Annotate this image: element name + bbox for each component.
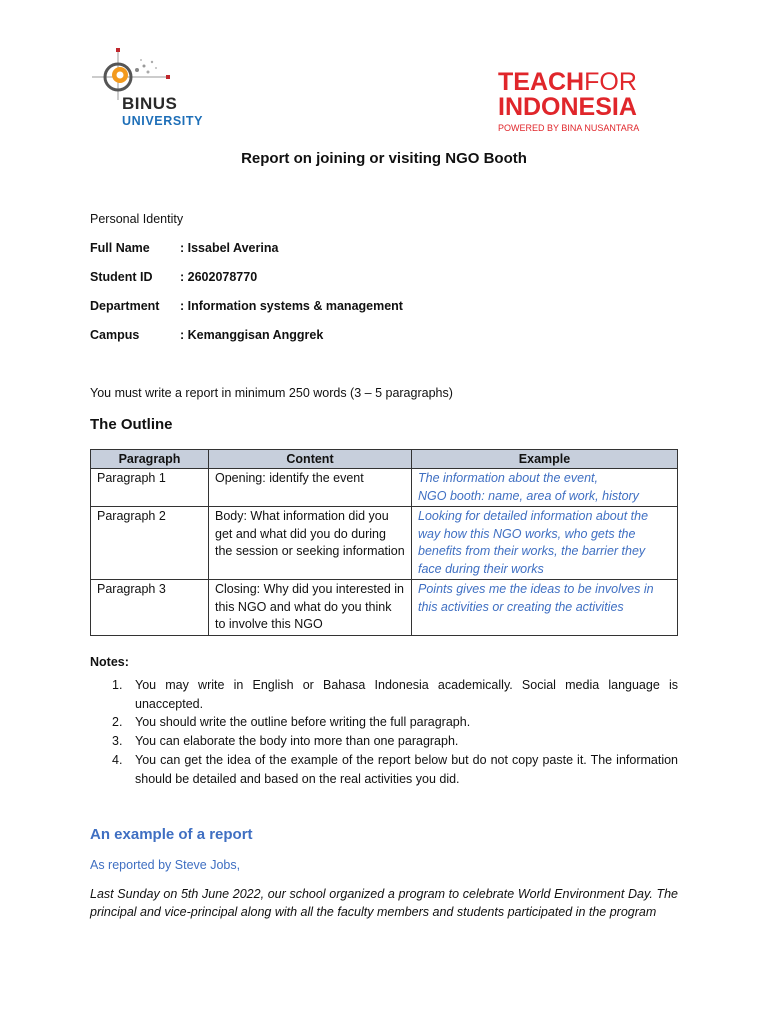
list-item xyxy=(112,751,678,788)
binus-emblem-icon xyxy=(92,48,170,100)
table-row xyxy=(91,507,678,580)
field-value-full-name: : Issabel Averina xyxy=(180,241,279,255)
list-item xyxy=(112,676,678,713)
word-count-instruction: You must write a report in minimum 250 words (3 – 5 paragraphs) xyxy=(90,386,453,400)
list-item-number: 4. xyxy=(112,752,123,767)
field-label-student-id: Student ID xyxy=(90,270,153,284)
report-title: Report on joining or visiting NGO Booth xyxy=(241,150,527,167)
tfi-for-text: FOR xyxy=(584,68,637,96)
list-item-text: You can elaborate the body into more than one paragraph. xyxy=(135,734,459,749)
list-item-number: 3. xyxy=(112,734,123,749)
teach-for-indonesia-logo xyxy=(498,70,678,140)
cell-paragraph: Paragraph 2 xyxy=(91,507,209,580)
list-item-number: 2. xyxy=(112,715,123,730)
tfi-line-teach-for xyxy=(498,70,678,95)
field-value-campus: : Kemanggisan Anggrek xyxy=(180,328,324,342)
cell-content: Body: What information did you get and what did you do during the session or seeking information xyxy=(209,507,412,580)
cell-content: Opening: identify the event xyxy=(209,469,412,507)
field-value-student-id: : 2602078770 xyxy=(180,270,258,284)
column-header-example: Example xyxy=(412,450,678,469)
cell-example: The information about the event, NGO booth: name, area of work, history xyxy=(412,469,678,507)
cell-paragraph: Paragraph 3 xyxy=(91,580,209,636)
cell-content: Closing: Why did you interested in this NGO and what do you think to involve this NGO xyxy=(209,580,412,636)
list-item-text: You can get the idea of the example of the report below but do not copy paste it. The information should be detailed and based on the real activities you did. xyxy=(135,752,678,786)
notes-list xyxy=(90,676,678,788)
notes-heading: Notes: xyxy=(90,655,129,669)
list-item xyxy=(112,713,678,732)
field-label-department: Department xyxy=(90,299,160,313)
binus-logo xyxy=(92,48,222,132)
cell-paragraph: Paragraph 1 xyxy=(91,469,209,507)
outline-heading: The Outline xyxy=(90,416,173,433)
binus-subtitle: UNIVERSITY xyxy=(122,114,204,128)
tfi-indonesia-text: INDONESIA xyxy=(498,93,637,121)
list-item-text: You may write in English or Bahasa Indonesia academically. Social media language is unaccepted. xyxy=(135,678,678,711)
field-label-full-name: Full Name xyxy=(90,241,150,255)
table-row xyxy=(91,469,678,507)
cell-example: Looking for detailed information about the way how this NGO works, who gets the benefits from their works, the barrier they face during their works xyxy=(412,507,678,580)
example-paragraph: Last Sunday on 5th June 2022, our school organized a program to celebrate World Environment Day. The principal and vice-principal along with all the faculty members and students participated in the program xyxy=(90,887,678,919)
tfi-teach-text: TEACH xyxy=(498,68,585,96)
tfi-tagline: POWERED BY BINA NUSANTARA xyxy=(498,123,640,133)
column-header-content: Content xyxy=(209,450,412,469)
outline-table xyxy=(90,449,678,636)
example-attribution: As reported by Steve Jobs, xyxy=(90,858,241,872)
list-item-text: You should write the outline before writing the full paragraph. xyxy=(135,715,471,730)
example-heading: An example of a report xyxy=(90,826,253,843)
cell-example: Points gives me the ideas to be involves in this activities or creating the activities xyxy=(412,580,678,636)
list-item xyxy=(112,732,678,751)
table-header-row xyxy=(91,450,678,469)
column-header-paragraph: Paragraph xyxy=(91,450,209,469)
identity-heading: Personal Identity xyxy=(90,212,184,226)
field-value-department: : Information systems & management xyxy=(180,299,403,313)
binus-wordmark: BINUS xyxy=(122,94,178,113)
field-label-campus: Campus xyxy=(90,328,140,342)
list-item-number: 1. xyxy=(112,678,123,692)
table-row xyxy=(91,580,678,636)
